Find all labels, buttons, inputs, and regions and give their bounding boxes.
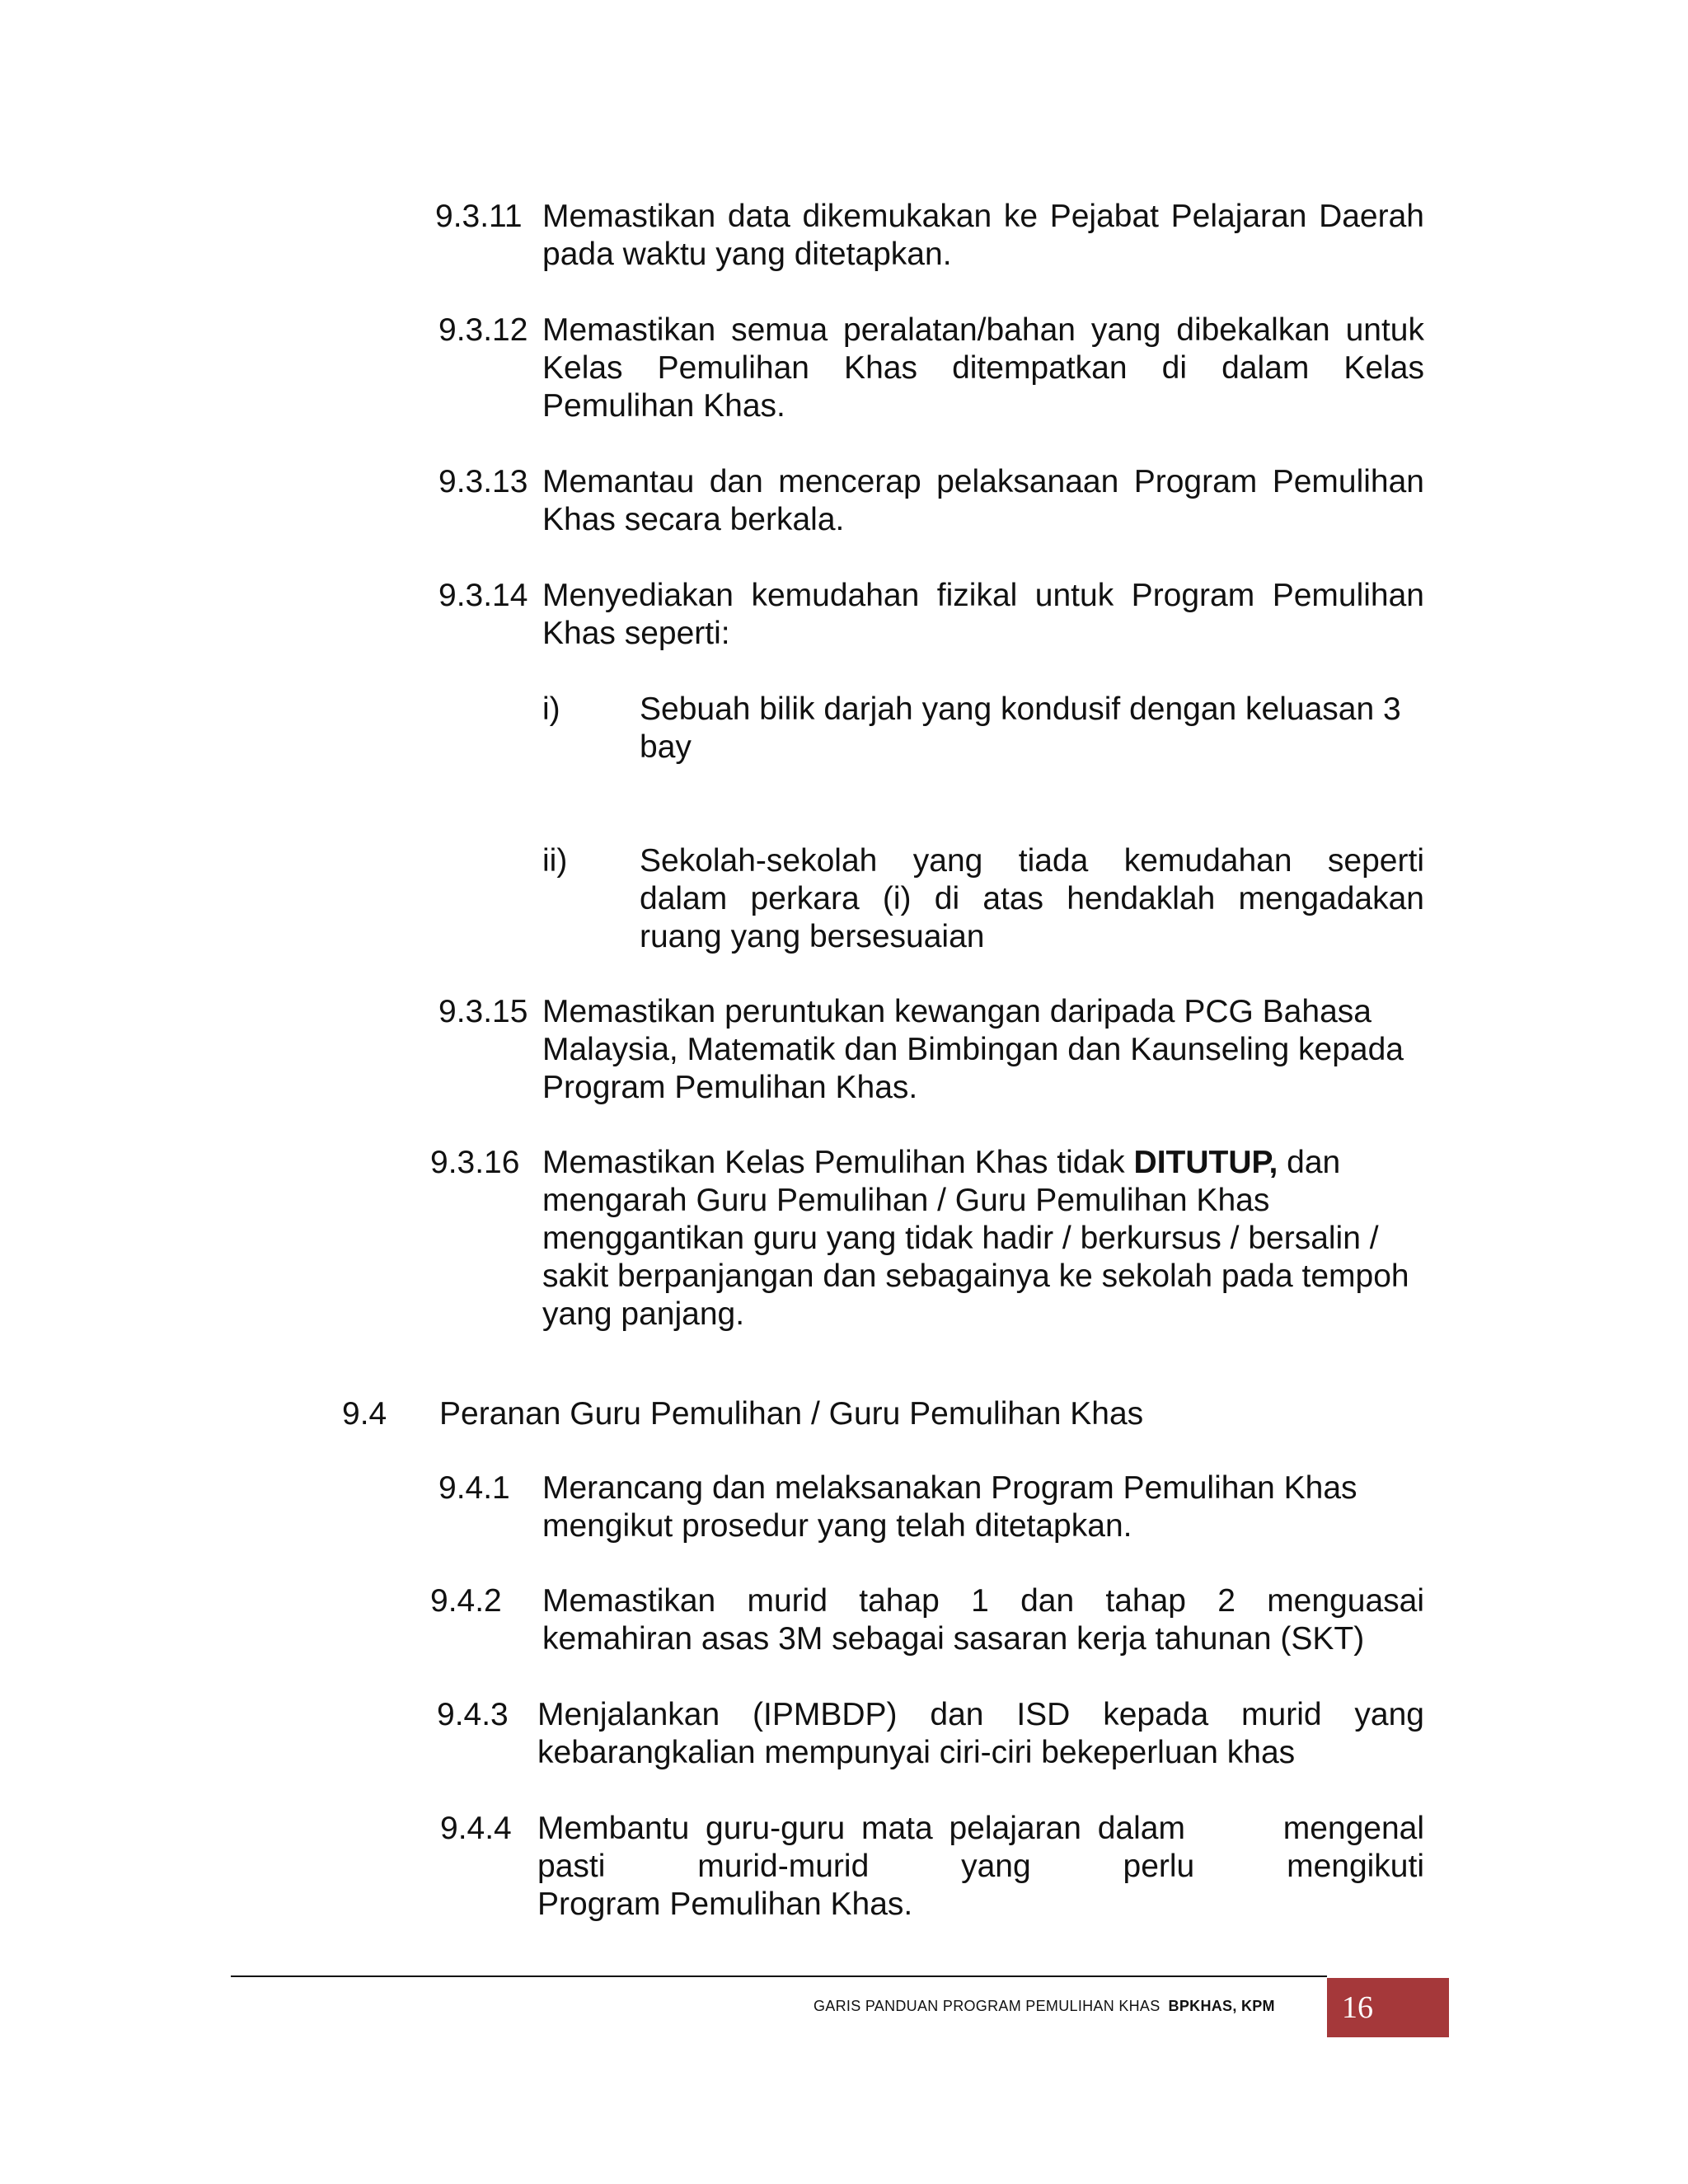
text-line: Program Pemulihan Khas. — [537, 1886, 913, 1922]
text-run: Memastikan Kelas Pemulihan Khas tidak — [542, 1145, 1134, 1180]
item-number: ii) — [542, 843, 568, 879]
text-line: menggantikan guru yang tidak hadir / berkursus / bersalin / — [542, 1221, 1379, 1256]
item-9-3-11 — [435, 198, 1424, 280]
text-line: pasti murid-murid yang perlu mengikuti — [537, 1849, 1424, 1884]
text-line: kebarangkalian mempunyai ciri-ciri bekeperluan khas — [537, 1735, 1296, 1770]
item-text — [542, 1144, 1424, 1333]
item-number: 9.3.13 — [438, 464, 528, 499]
item-text — [542, 577, 1424, 653]
item-text — [537, 1696, 1424, 1772]
item-text — [542, 993, 1424, 1107]
item-text — [542, 198, 1424, 274]
text-line — [542, 1144, 1424, 1182]
item-number: 9.3.11 — [435, 199, 523, 234]
emphasis-ditutup: DITUTUP, — [1133, 1145, 1278, 1180]
subitem-i — [542, 691, 1424, 773]
text-line: Malaysia, Matematik dan Bimbingan dan Kaunseling kepada — [542, 1032, 1404, 1067]
item-text — [542, 463, 1424, 539]
section-9-4 — [342, 1395, 1414, 1436]
text-line: Memastikan data dikemukakan ke Pejabat Pelajaran Daerah — [542, 199, 1424, 234]
text-line: Membantu guru-guru mata pelajaran dalam mengenal — [537, 1811, 1424, 1846]
item-number: 9.3.12 — [438, 312, 528, 348]
footer-organisation: BPKHAS, KPM — [1168, 1998, 1275, 2014]
item-number: 9.3.14 — [438, 578, 528, 613]
text-line: Memantau dan mencerap pelaksanaan Program Pemulihan — [542, 464, 1424, 499]
text-line: pada waktu yang ditetapkan. — [542, 237, 952, 272]
text-run: dan — [1278, 1145, 1341, 1180]
text-line: Menjalankan (IPMBDP) dan ISD kepada murid yang — [537, 1697, 1424, 1732]
footer-rule — [231, 1975, 1327, 1977]
footer-document-title: GARIS PANDUAN PROGRAM PEMULIHAN KHAS — [814, 1998, 1160, 2014]
text-line: Sebuah bilik darjah yang kondusif dengan keluasan 3 — [640, 691, 1401, 727]
text-line: Memastikan peruntukan kewangan daripada PCG Bahasa — [542, 994, 1372, 1029]
text-line: Sekolah-sekolah yang tiada kemudahan seperti — [640, 843, 1424, 879]
text-line: Menyediakan kemudahan fizikal untuk Program Pemulihan — [542, 578, 1424, 613]
item-9-3-12 — [438, 312, 1424, 427]
text-line: dalam perkara (i) di atas hendaklah mengadakan — [640, 881, 1424, 916]
item-text — [542, 1469, 1424, 1545]
item-number: i) — [542, 691, 560, 727]
item-9-4-3 — [437, 1696, 1424, 1779]
footer-title — [814, 1998, 1275, 2015]
item-text — [537, 1810, 1424, 1924]
text-line: mengarah Guru Pemulihan / Guru Pemulihan Khas — [542, 1183, 1270, 1218]
text-line: yang panjang. — [542, 1296, 745, 1332]
text-line: Memastikan murid tahap 1 dan tahap 2 menguasai — [542, 1583, 1424, 1619]
text-line: Pemulihan Khas. — [542, 388, 785, 424]
item-9-4-1 — [438, 1469, 1424, 1552]
item-number: 9.4.4 — [440, 1811, 512, 1846]
item-number: 9.3.15 — [438, 994, 528, 1029]
item-number: 9.4.3 — [437, 1697, 509, 1732]
text-line: Program Pemulihan Khas. — [542, 1070, 918, 1105]
text-line: ruang yang bersesuaian — [640, 919, 985, 954]
text-line: Khas secara berkala. — [542, 502, 845, 537]
item-9-4-4 — [440, 1810, 1424, 1925]
text-line: Kelas Pemulihan Khas ditempatkan di dalam Kelas — [542, 350, 1424, 386]
item-9-3-14 — [438, 577, 1424, 659]
item-9-3-13 — [438, 463, 1424, 546]
section-number: 9.4 — [342, 1396, 387, 1432]
text-line: sakit berpanjangan dan sebagainya ke sekolah pada tempoh — [542, 1258, 1409, 1294]
section-title: Peranan Guru Pemulihan / Guru Pemulihan Khas — [439, 1396, 1144, 1432]
item-text — [640, 691, 1424, 766]
text-line: Memastikan semua peralatan/bahan yang dibekalkan untuk — [542, 312, 1424, 348]
item-number: 9.4.2 — [430, 1583, 502, 1619]
item-text — [640, 842, 1424, 956]
text-line: mengikut prosedur yang telah ditetapkan. — [542, 1508, 1132, 1544]
item-text — [542, 312, 1424, 425]
subitem-ii — [542, 842, 1424, 958]
item-9-3-15 — [438, 993, 1424, 1108]
text-line: Merancang dan melaksanakan Program Pemulihan Khas — [542, 1470, 1357, 1506]
text-line: Khas seperti: — [542, 616, 730, 651]
text-line: kemahiran asas 3M sebagai sasaran kerja tahunan (SKT) — [542, 1621, 1365, 1657]
item-9-3-16 — [430, 1144, 1424, 1333]
page-number: 16 — [1327, 1978, 1449, 2037]
text-line: bay — [640, 729, 692, 765]
item-9-4-2 — [430, 1582, 1424, 1665]
item-number: 9.4.1 — [438, 1470, 510, 1506]
item-text — [542, 1582, 1424, 1658]
item-number: 9.3.16 — [430, 1145, 520, 1180]
